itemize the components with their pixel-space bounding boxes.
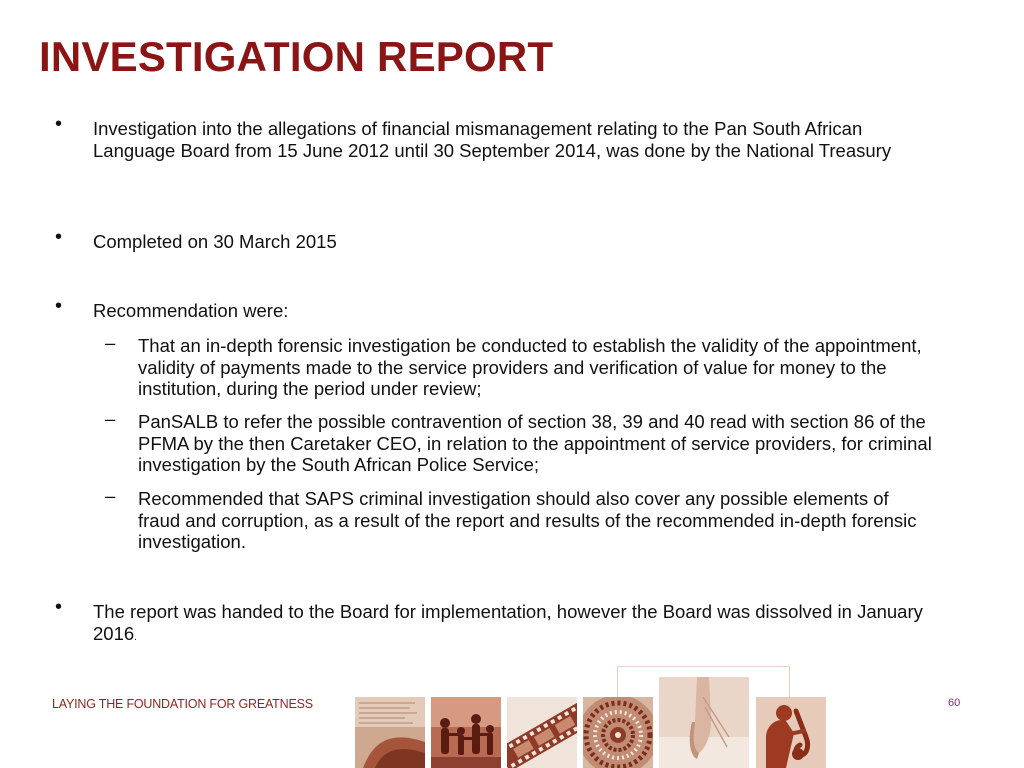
sub-bullet-text: That an in-depth forensic investigation be conducted to establish the validity of the appointment, validity of payments made to the service providers and verification of value for money to the institution, during the period under review;: [138, 335, 922, 399]
bullet-text: Investigation into the allegations of financial mismanagement relating to the Pan South African Language Board from 15 June 2012 until 30 September 2014, was done by the National Treasury: [93, 118, 892, 161]
slide-title: INVESTIGATION REPORT: [39, 33, 554, 80]
page-number: 60: [948, 697, 961, 709]
bullet-item: [55, 596, 935, 648]
ballet-shoes-photo: [659, 677, 749, 768]
sub-bullet-text: PanSALB to refer the possible contravention of section 38, 39 and 40 read with section 86 of the PFMA by the then Caretaker CEO, in relation to the appointment of service providers, for criminal investigation by the South African Police Service;: [138, 411, 932, 475]
footer-tagline: LAYING THE FOUNDATION FOR GREATNESS: [52, 697, 313, 711]
sub-bullet-item: [105, 485, 935, 553]
family-silhouette-photo: [431, 697, 501, 768]
sub-bullet-text: Recommended that SAPS criminal investigation should also cover any possible elements of fraud and corruption, as a result of the report and results of the recommended in-depth forensic investigation.: [138, 488, 917, 552]
bullet-text: Recommendation were:: [93, 300, 289, 321]
bullet-text-suffix: .: [134, 631, 137, 643]
bullet-text: [93, 601, 935, 648]
beadwork-pattern-photo: [583, 697, 653, 768]
sub-bullet-marker: –: [105, 408, 116, 429]
bullet-marker: •: [55, 226, 63, 248]
bullet-item: [55, 226, 935, 253]
bullet-text-main: The report was handed to the Board for implementation, however the Board was dissolved in January 2016: [93, 601, 923, 644]
sub-bullet-marker: –: [105, 485, 116, 506]
bullet-item: [55, 113, 935, 161]
film-strip-photo: [507, 697, 577, 768]
bullet-marker: •: [55, 596, 63, 618]
sub-bullet-marker: –: [105, 332, 116, 353]
sub-bullet-item: [105, 408, 935, 476]
sub-bullet-item: [105, 332, 935, 400]
bullet-text: Completed on 30 March 2015: [93, 231, 337, 252]
saxophone-player-photo: [756, 697, 826, 768]
bullet-marker: •: [55, 295, 63, 317]
bullet-marker: •: [55, 113, 63, 135]
handwritten-text-photo: [355, 697, 425, 768]
bullet-item: [55, 295, 935, 322]
